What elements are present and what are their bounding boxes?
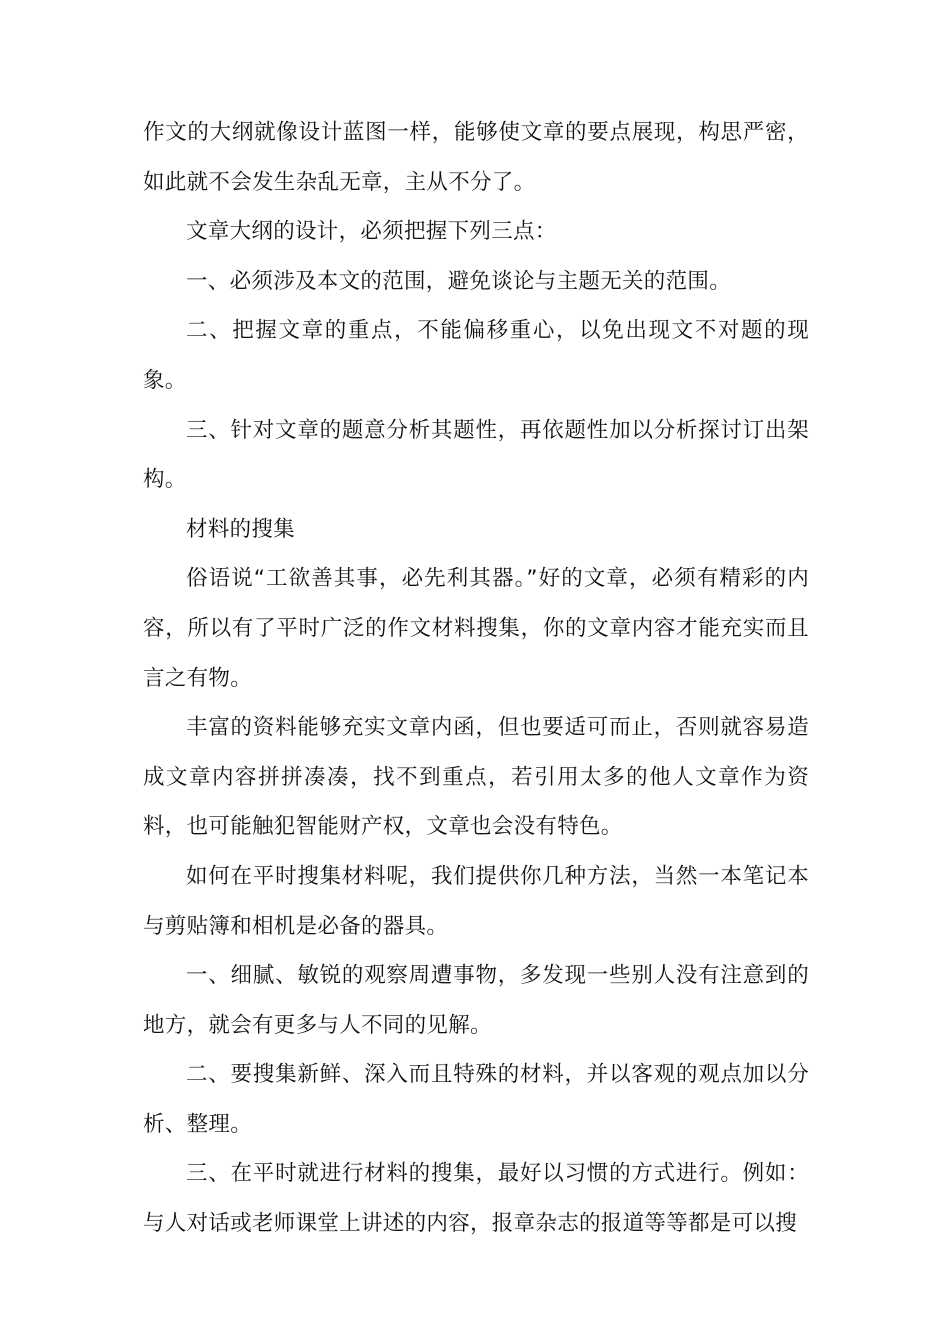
document-body bbox=[143, 108, 809, 1249]
paragraph-outline-intro: 作文的大纲就像设计蓝图一样，能够使文章的要点展现，构思严密，如此就不会发生杂乱无章，主从不分了。 bbox=[143, 120, 809, 195]
section-heading-material-collection: 材料的搜集 bbox=[186, 516, 296, 542]
paragraph-rule-1: 一、必须涉及本文的范围，避免谈论与主题无关的范围。 bbox=[186, 268, 732, 294]
paragraph-proverb: 俗语说“工欲善其事，必先利其器。”好的文章，必须有精彩的内容，所以有了平时广泛的作文材料搜集，你的文章内容才能充实而且言之有物。 bbox=[143, 566, 809, 691]
paragraph-method-1: 一、细腻、敏锐的观察周遭事物，多发现一些别人没有注意到的地方，就会有更多与人不同的见解。 bbox=[143, 963, 809, 1038]
paragraph-outline-rules-heading: 文章大纲的设计，必须把握下列三点： bbox=[186, 219, 557, 245]
paragraph-method-3: 三、在平时就进行材料的搜集，最好以习惯的方式进行。例如：与人对话或老师课堂上讲述的内容，报章杂志的报道等等都是可以搜 bbox=[143, 1161, 809, 1237]
paragraph-how-to-collect: 如何在平时搜集材料呢，我们提供你几种方法，当然一本笔记本与剪贴簿和相机是必备的器具。 bbox=[143, 863, 809, 939]
paragraph-rule-3: 三、针对文章的题意分析其题性，再依题性加以分析探讨订出架构。 bbox=[143, 417, 809, 493]
paragraph-method-2: 二、要搜集新鲜、深入而且特殊的材料，并以客观的观点加以分析、整理。 bbox=[143, 1062, 809, 1137]
paragraph-rule-2: 二、把握文章的重点，不能偏移重心，以免出现文不对题的现象。 bbox=[143, 318, 809, 393]
paragraph-rich-material: 丰富的资料能够充实文章内函，但也要适可而止，否则就容易造成文章内容拼拼凑凑，找不到重点，若引用太多的他人文章作为资料，也可能触犯智能财产权，文章也会没有特色。 bbox=[143, 715, 809, 840]
